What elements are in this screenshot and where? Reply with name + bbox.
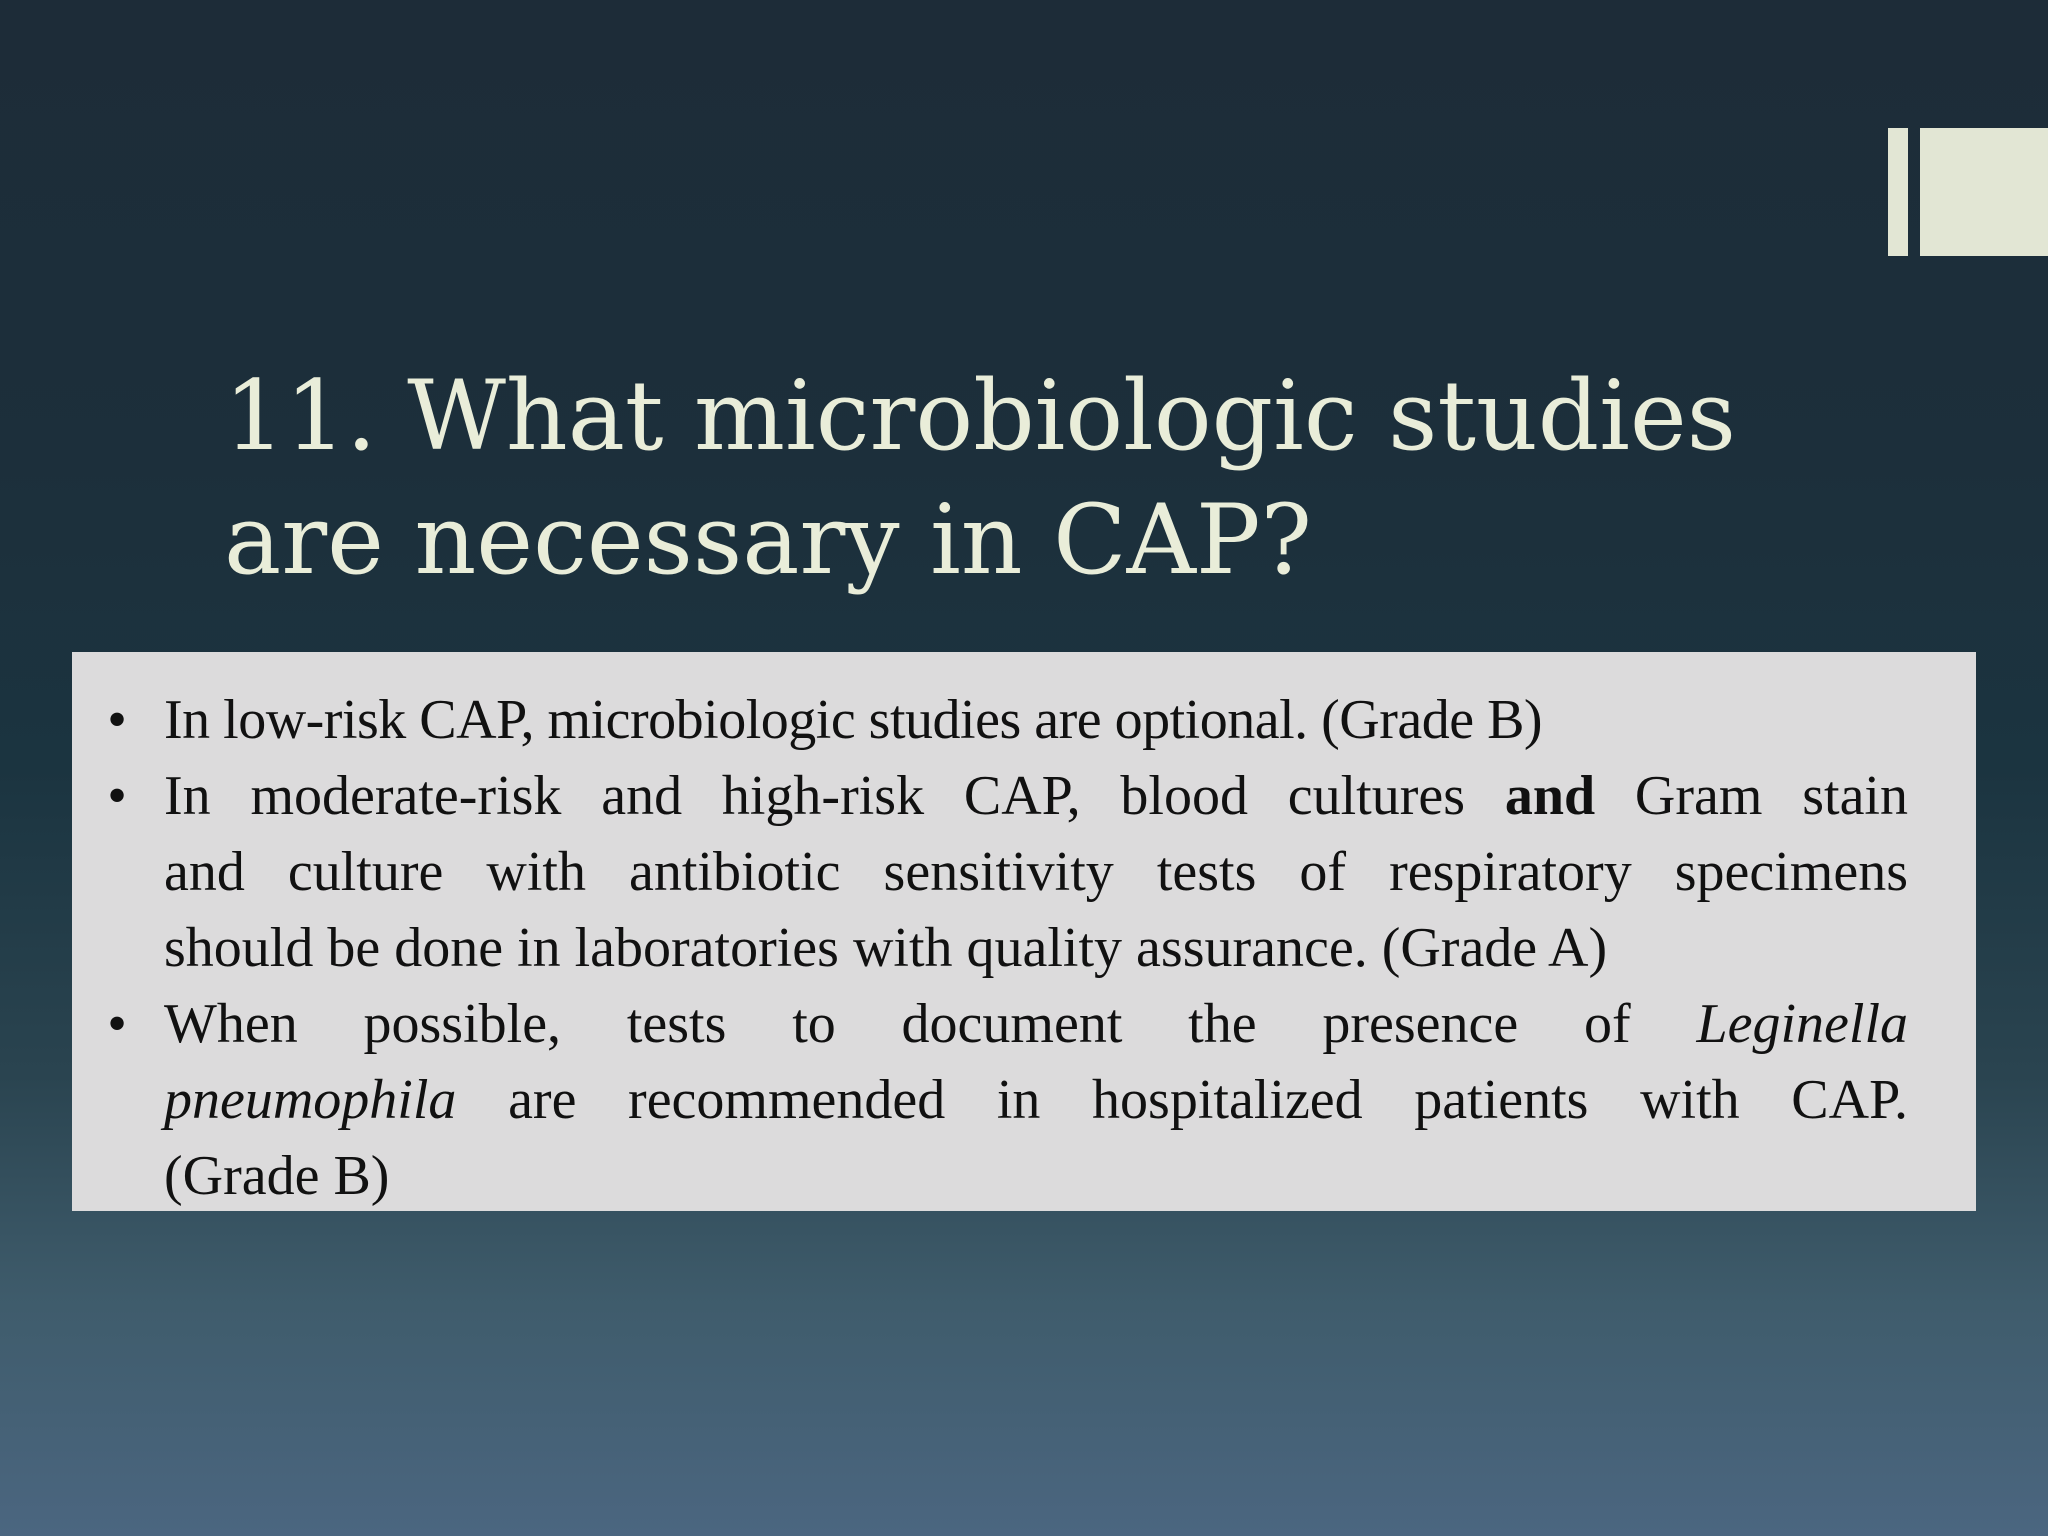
- bullet-icon: [102, 682, 132, 758]
- bullet-line: [164, 986, 1908, 1062]
- bullet-text: In moderate-risk and high-risk CAP, blood cultures: [164, 765, 1466, 827]
- bullet-italic-text: pneumophila: [164, 1069, 457, 1131]
- bullet-text: Gram stain: [1634, 765, 1908, 827]
- bullet-line: [164, 758, 1908, 834]
- bullet-item: [164, 682, 1908, 758]
- bullet-text: In low-risk CAP, microbiologic studies are optional. (Grade B): [164, 689, 1543, 751]
- bullet-line: and culture with antibiotic sensitivity tests of respiratory specimens: [164, 841, 1908, 903]
- content-box: [72, 652, 1976, 1211]
- bullet-text: are recommended in hospitalized patients with CAP.: [508, 1069, 1909, 1131]
- bullet-bold-text: and: [1504, 765, 1596, 827]
- bullet-icon: [102, 986, 132, 1062]
- bullet-icon: [102, 758, 132, 834]
- accent-bar-block: [1920, 128, 2048, 256]
- bullet-item: [164, 986, 1908, 1214]
- bullet-line: (Grade B): [164, 1145, 390, 1207]
- bullet-line: [164, 1062, 1908, 1138]
- slide-title: 11. What microbiologic studies are necessary in CAP?: [224, 360, 1736, 596]
- bullet-item: [164, 758, 1908, 986]
- bullet-list: [164, 682, 1908, 1214]
- bullet-line: should be done in laboratories with quality assurance. (Grade A): [164, 917, 1608, 979]
- bullet-italic-text: Leginella: [1696, 993, 1909, 1055]
- bullet-text: When possible, tests to document the presence of: [164, 993, 1631, 1055]
- accent-bar-thin: [1888, 128, 1908, 256]
